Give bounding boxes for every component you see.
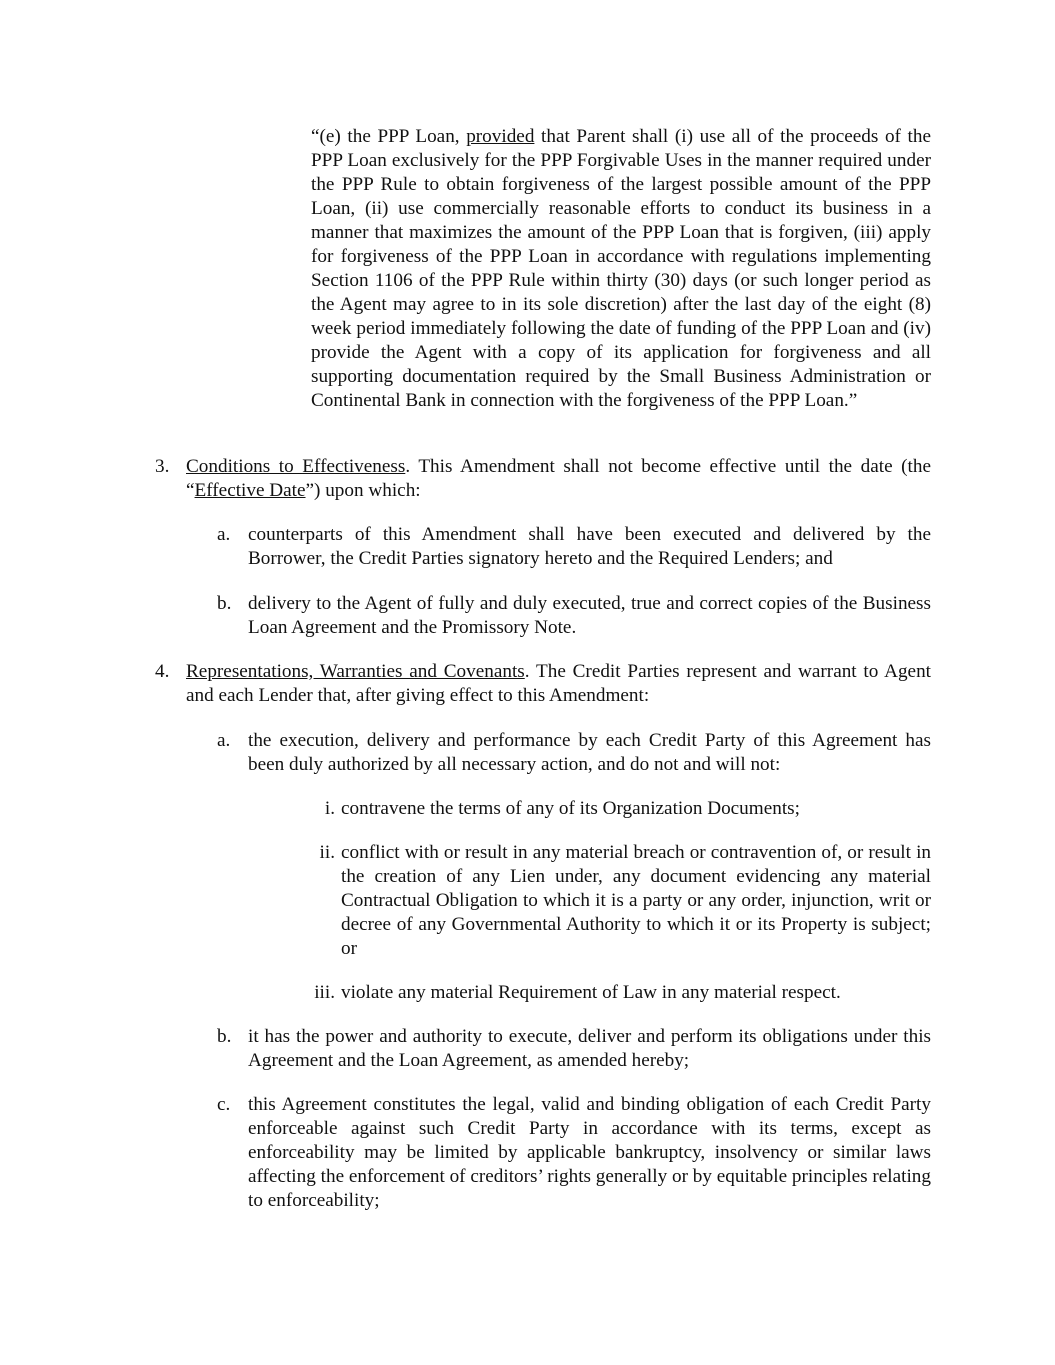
defined-term-effective-date: Effective Date [194, 480, 306, 501]
section-intro-part2: ”) upon which: [305, 480, 421, 501]
item-text: counterparts of this Amendment shall have been executed and delivered by the Borrower, the Credit Parties signatory hereto and the Required Lenders; and [248, 524, 931, 569]
item-text: the execution, delivery and performance by each Credit Party of this Agreement has been duly authorized by all necessary action, and do not and will not: [248, 730, 931, 775]
item-label: c. [217, 1094, 231, 1115]
subitem-text: violate any material Requirement of Law in any material respect. [341, 982, 841, 1003]
item-label: a. [217, 730, 231, 751]
provided-term: provided [466, 126, 535, 147]
section-intro: . The Credit Parties represent and warrant to Agent and each Lender that, after giving effect to this Amendment: [186, 661, 931, 706]
section-intro-part1: . This Amendment shall not become effective until the date (the “ [186, 456, 932, 501]
subitem-label: iii. [314, 982, 335, 1003]
subitem-label: i. [324, 798, 335, 819]
section-heading: Conditions to Effectiveness [186, 456, 406, 477]
item-label: b. [217, 593, 232, 614]
quoted-clause-e [311, 125, 931, 413]
quote-text-rest: that Parent shall (i) use all of the proceeds of the PPP Loan exclusively for the PPP Forgivable Uses in the manner required under the PPP Rule to obtain forgiveness of the largest possible amount of the PPP Loan, (ii) use commercially reasonable efforts to conduct its business in a manner that maximizes the amount of the PPP Loan that is forgiven, (iii) apply for forgiveness of the PPP Loan in accordance with regulations implementing Section 1106 of the PPP Rule within thirty (30) days (or such longer period as the Agent may agree to in its sole discretion) after the last day of the eight (8) week period immediately following the date of funding of the PPP Loan and (iv) provide the Agent with a copy of its application for forgiveness and all supporting documentation required by the Small Business Administration or Continental Bank in connection with the forgiveness of the PPP Loan.” [311, 126, 931, 411]
item-label: a. [217, 524, 231, 545]
section-number: 4. [155, 661, 170, 682]
section-4-text [186, 660, 931, 708]
section-3-text [186, 455, 931, 503]
item-label: b. [217, 1026, 232, 1047]
section-number: 3. [155, 456, 170, 477]
subitem-label: ii. [319, 842, 335, 863]
item-text: it has the power and authority to execute, deliver and perform its obligations under this Agreement and the Loan Agreement, as amended hereby; [248, 1026, 931, 1071]
subitem-text: conflict with or result in any material breach or contravention of, or result in the creation of any Lien under, any document evidencing any material Contractual Obligation to which it is a party or any order, injunction, writ or decree of any Governmental Authority to which it or its Property is subject; or [341, 842, 931, 959]
item-text: delivery to the Agent of fully and duly executed, true and correct copies of the Business Loan Agreement and the Promissory Note. [248, 593, 931, 638]
section-heading: Representations, Warranties and Covenants [186, 661, 525, 682]
subitem-text: contravene the terms of any of its Organization Documents; [341, 798, 800, 819]
quote-text-start: “(e) the PPP Loan, [311, 126, 467, 147]
item-text: this Agreement constitutes the legal, valid and binding obligation of each Credit Party enforceable against such Credit Party in accordance with its terms, except as enforceability may be limited by applicable bankruptcy, insolvency or similar laws affecting the enforcement of creditors’ rights generally or by equitable principles relating to enforceability; [248, 1094, 931, 1211]
